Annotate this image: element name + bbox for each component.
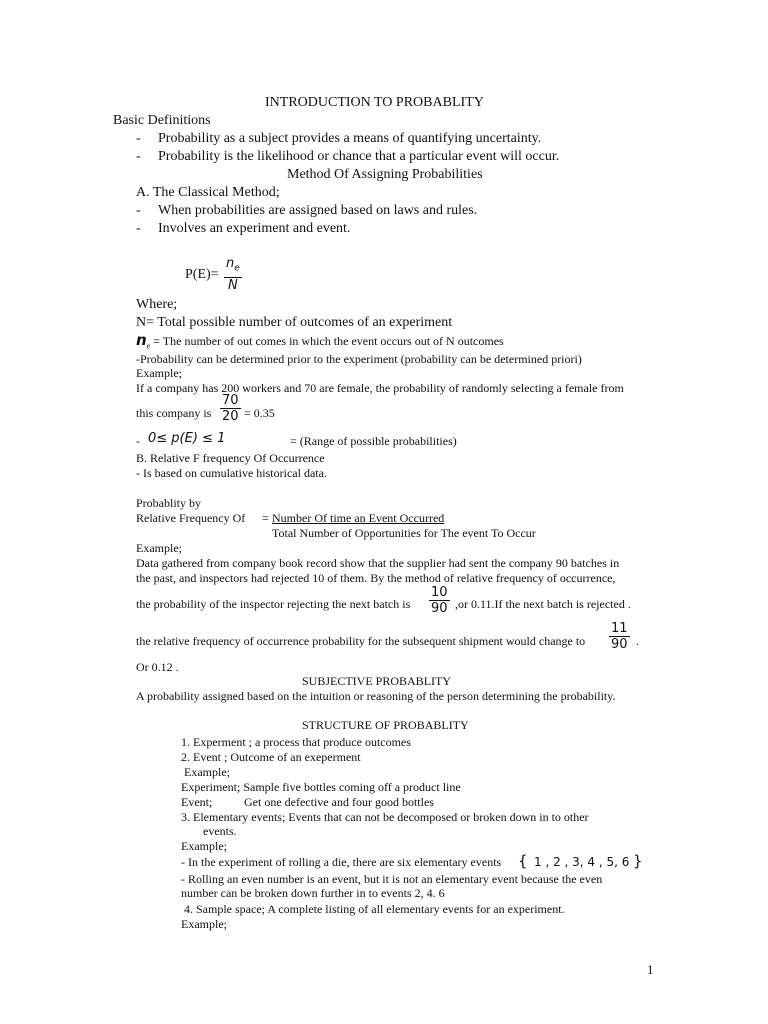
classical-example-label: Example; xyxy=(136,366,182,380)
formula-denominator: N xyxy=(228,277,238,293)
relative-example-line-1: Data gathered from company book record show that the supplier had sent the company 90 batches in xyxy=(136,556,620,570)
relative-formula-numerator: Number Of time an Event Occurred xyxy=(272,511,445,525)
bullet-dash: - xyxy=(136,149,141,164)
die-line: - In the experiment of rolling a die, there are six elementary events xyxy=(181,855,502,869)
classical-item-2: Involves an experiment and event. xyxy=(158,221,351,236)
relative-formula-denominator: Total Number of Opportunities for The event To Occur xyxy=(272,526,536,540)
classical-example-text: If a company has 200 workers and 70 are female, the probability of randomly selecting a female from xyxy=(136,381,624,395)
relative-basis: - Is based on cumulative historical data. xyxy=(136,466,327,480)
even-line-1: - Rolling an even number is an event, but it is not an elementary event because the even xyxy=(181,872,603,886)
structure-item-4: 4. Sample space; A complete listing of all elementary events for an experiment. xyxy=(184,902,565,916)
structure-item-1: 1. Experment ; a process that produce outcomes xyxy=(181,735,411,749)
relative-heading: B. Relative F frequency Of Occurrence xyxy=(136,451,325,465)
classical-heading: A. The Classical Method; xyxy=(136,185,280,200)
relative-example-line-4-end: . xyxy=(636,634,639,648)
subjective-heading: SUBJECTIVE PROBABLITY xyxy=(302,674,452,688)
formula-numerator: $n_e$ xyxy=(226,256,240,274)
definition-item-2: Probability is the likelihood or chance that a particular event will occur. xyxy=(158,149,560,164)
even-line-2: number can be broken down further in to events 2, 4. 6 xyxy=(181,886,445,900)
page-number: 1 xyxy=(647,962,654,977)
classical-example-text-2: this company is xyxy=(136,406,212,420)
classical-item-1: When probabilities are assigned based on laws and rules. xyxy=(158,203,478,218)
fraction-denominator: 20 xyxy=(222,409,239,424)
relative-example-line-5: Or 0.12 . xyxy=(136,660,179,674)
relative-example-line-3b: ,or 0.11.If the next batch is rejected . xyxy=(455,597,631,611)
example-result: = 0.35 xyxy=(244,406,275,420)
left-brace: { xyxy=(518,852,528,870)
document-title: INTRODUCTION TO PROBABLITY xyxy=(265,95,484,110)
range-expression: 0≤ p(E) ≤ 1 xyxy=(148,431,226,446)
fraction-denominator: 90 xyxy=(611,637,628,652)
relative-example-line-2: the past, and inspectors had rejected 10 of them. By the method of relative frequency of occurrence, xyxy=(136,571,616,585)
basic-definitions-heading: Basic Definitions xyxy=(113,113,211,128)
relative-formula-equals: = xyxy=(262,511,269,525)
range-note: = (Range of possible probabilities) xyxy=(290,434,457,448)
structure-item-2: 2. Event ; Outcome of an exeperment xyxy=(181,750,361,764)
relative-formula-label-1: Probablity by xyxy=(136,496,201,510)
classical-formula-fraction xyxy=(224,256,242,293)
relative-example-line-4: the relative frequency of occurrence probability for the subsequent shipment would change to xyxy=(136,634,586,648)
relative-formula-label-2: Relative Frequency Of xyxy=(136,511,246,525)
bullet-dash: - xyxy=(136,203,141,218)
relative-example-label: Example; xyxy=(136,541,182,555)
experiment-line: Experiment; Sample five bottles coming off a product line xyxy=(181,780,461,794)
event-text: Get one defective and four good bottles xyxy=(244,795,434,809)
fraction-numerator: 10 xyxy=(431,585,448,600)
subjective-text: A probability assigned based on the intuition or reasoning of the person determining the probability. xyxy=(136,689,616,703)
reject-fraction xyxy=(429,585,450,616)
structure-example-3: Example; xyxy=(181,917,227,931)
where-label: Where; xyxy=(136,297,178,312)
structure-example-1: Example; xyxy=(184,765,230,779)
structure-item-3-line-2: events. xyxy=(203,824,237,838)
right-brace: } xyxy=(633,852,643,870)
range-dash: - xyxy=(136,434,140,448)
bullet-dash: - xyxy=(136,221,141,236)
fraction-denominator: 90 xyxy=(431,601,448,616)
fraction-numerator: 70 xyxy=(222,393,239,408)
prior-note: -Probability can be determined prior to the experiment (probability can be determined priori) xyxy=(136,352,582,366)
n-definition: N= Total possible number of outcomes of an experiment xyxy=(136,315,453,330)
definition-item-1: Probability as a subject provides a means of quantifying uncertainty. xyxy=(158,131,542,146)
structure-heading: STRUCTURE OF PROBABLITY xyxy=(302,718,469,732)
ne-definition: $n_e$ = The number of out comes in which the event occurs out of N outcomes xyxy=(136,331,504,351)
die-elementary-set: 1 , 2 , 3, 4 , 5, 6 xyxy=(534,855,630,869)
structure-item-3-line-1: 3. Elementary events; Events that can not be decomposed or broken down in to other xyxy=(181,810,589,824)
bullet-dash: - xyxy=(136,131,141,146)
formula-lhs: P(E)= xyxy=(185,267,219,282)
event-label: Event; xyxy=(181,795,213,809)
methods-heading: Method Of Assigning Probabilities xyxy=(287,167,483,182)
example-fraction xyxy=(220,393,241,424)
subsequent-fraction xyxy=(609,621,630,652)
fraction-numerator: 11 xyxy=(611,621,628,636)
structure-example-2: Example; xyxy=(181,839,227,853)
relative-example-line-3: the probability of the inspector rejecting the next batch is xyxy=(136,597,411,611)
